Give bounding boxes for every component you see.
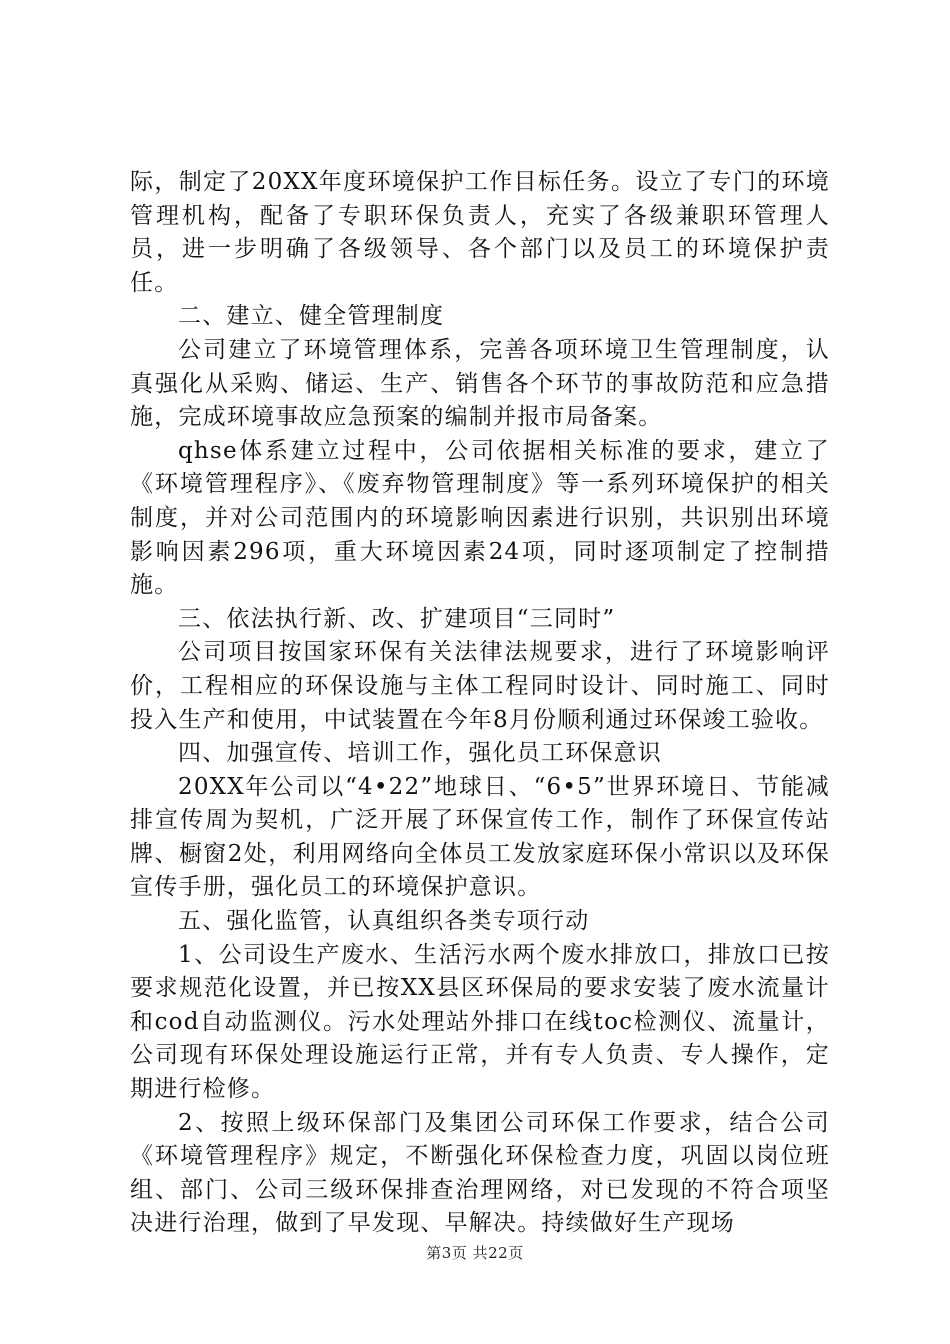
section-heading-5: 五、强化监管，认真组织各类专项行动 bbox=[178, 908, 590, 935]
paragraph: 2、按照上级环保部门及集团公司环保工作要求，结合公司《环境管理程序》规定，不断强化环保检查力度，巩固以岗位班组、部门、公司三级环保排查治理网络，对已发现的不符合项坚决进行治理，做到了早发现、早解决。持续做好生产现场 bbox=[130, 1109, 830, 1237]
section-heading-3: 三、依法执行新、改、扩建项目“三同时” bbox=[178, 605, 616, 632]
paragraph: qhse体系建立过程中，公司依据相关标准的要求，建立了《环境管理程序》、《废弃物管理制度》等一系列环境保护的相关制度，并对公司范围内的环境影响因素进行识别，共识别出环境影响因素296项，重大环境因素24项，同时逐项制定了控制措施。 bbox=[130, 437, 830, 599]
paragraph: 公司项目按国家环保有关法律法规要求，进行了环境影响评价，工程相应的环保设施与主体工程同时设计、同时施工、同时投入生产和使用，中试装置在今年8月份顺利通过环保竣工验收。 bbox=[130, 639, 830, 733]
paragraph: 公司建立了环境管理体系，完善各项环境卫生管理制度，认真强化从采购、储运、生产、销售各个环节的事故防范和应急措施，完成环境事故应急预案的编制并报市局备案。 bbox=[130, 336, 830, 431]
paragraph: 1、公司设生产废水、生活污水两个废水排放口，排放口已按要求规范化设置，并已按XX县区环保局的要求安装了废水流量计和cod自动监测仪。污水处理站外排口在线toc检测仪、流量计，公司现有环保处理设施运行正常，并有专人负责、专人操作，定期进行检修。 bbox=[130, 941, 830, 1103]
paragraph: 20XX年公司以“4•22”地球日、“6•5”世界环境日、节能减排宣传周为契机，广泛开展了环保宣传工作，制作了环保宣传站牌、橱窗2处，利用网络向全体员工发放家庭环保小常识以及环保宣传手册，强化员工的环境保护意识。 bbox=[130, 773, 830, 901]
paragraph-continuation: 际，制定了20XX年度环境保护工作目标任务。设立了专门的环境管理机构，配备了专职环保负责人，充实了各级兼职环管理人员，进一步明确了各级领导、各个部门以及员工的环境保护责任。 bbox=[130, 169, 830, 296]
page-footer: 第3页 共22页 bbox=[426, 1244, 524, 1262]
document-body bbox=[130, 166, 830, 1241]
section-heading-2: 二、建立、健全管理制度 bbox=[178, 303, 445, 330]
section-heading-4: 四、加强宣传、培训工作，强化员工环保意识 bbox=[178, 740, 662, 767]
